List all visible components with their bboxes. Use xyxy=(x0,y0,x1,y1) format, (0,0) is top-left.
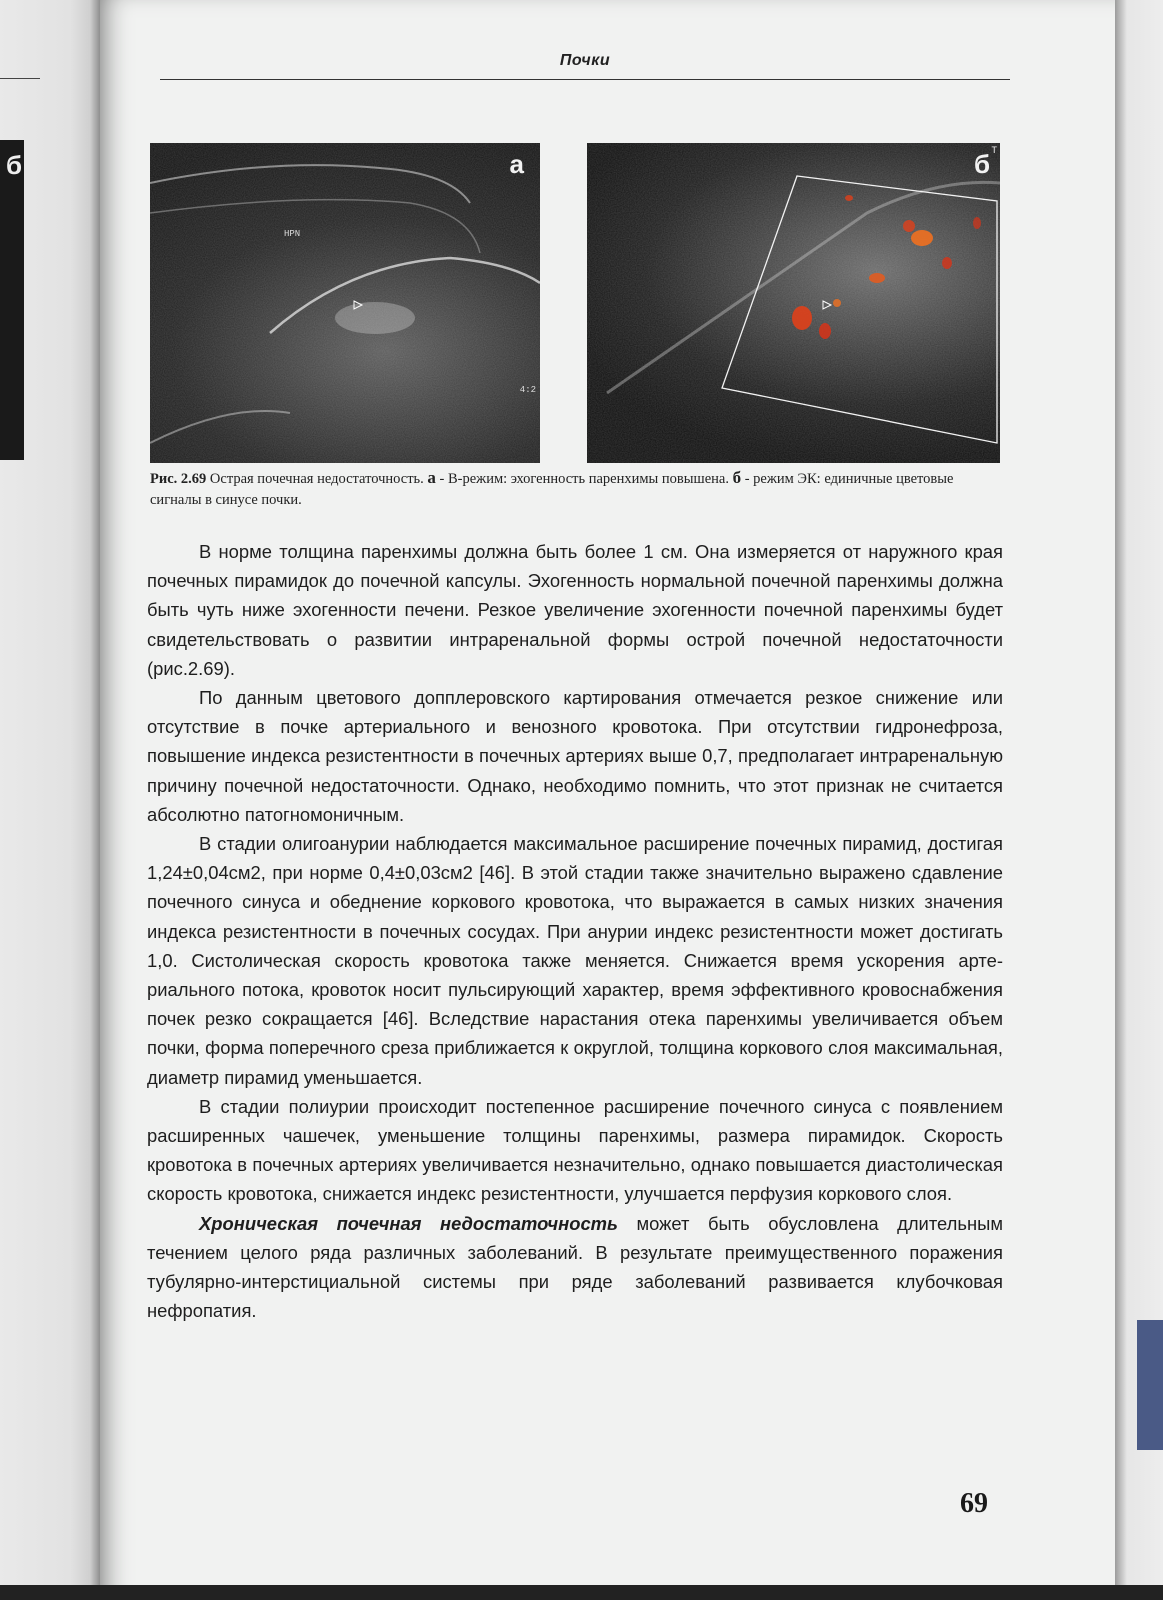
term-chronic-renal-failure: Хроническая почечная недостаточность xyxy=(199,1212,618,1234)
next-page-edge xyxy=(1115,0,1163,1600)
previous-page-rule xyxy=(0,78,40,79)
previous-page-edge xyxy=(0,0,100,1600)
previous-page-figure-letter: б xyxy=(6,150,23,180)
panel-letter-b: б xyxy=(973,149,990,179)
book-page xyxy=(100,0,1115,1600)
doppler-overlay-mark: T xyxy=(991,145,997,155)
ultrasound-overlay-label: HPN xyxy=(284,229,301,239)
body-text xyxy=(147,537,1003,1325)
running-head: Почки xyxy=(559,52,611,69)
paragraph-2: По данным цветового допплеровского картирования отмечается резкое снижение или отсутствие в почке артериального и венозного кровотока. При отсутствии гидронефроза, повышение индекса резистентности в почечных артериях выше 0,7, предполагает интраренальную причину почечной недостаточности. Однако, необходимо помнить, что этот признак не считается абсолютно патогномоничным. xyxy=(147,687,1003,825)
caption-letter-b: б xyxy=(732,468,742,487)
caption-text-a: - В-режим: эхогенность паренхимы повышена. xyxy=(439,471,729,487)
figure-caption xyxy=(150,467,1005,511)
doppler-texture-b xyxy=(587,143,1000,463)
ultrasound-texture-a xyxy=(150,143,540,463)
paragraph-5-text: может быть обусловлена длительным течением целого ряда различных заболеваний. В результате преимущественного поражения тубулярно-интерстициальной системы при ряде заболеваний развивается клубочковая нефропатия. xyxy=(147,1212,1003,1322)
caption-text-b: - режим ЭК: единичные цветовые сигналы в синусе почки. xyxy=(150,471,954,508)
next-page-blue-block xyxy=(1137,1320,1163,1450)
paragraph-3: В стадии олигоанурии наблюдается максимальное расширение почечных пирамид, достигая 1,24±0,04см2, при норме 0,4±0,03см2 [46]. В этой стадии также значительно выражено сдавление почечного синуса и обеднение коркового кровотока, что выражается в самых низких значения индекса резистентности в почечных сосудах. При анурии индекс резистентности может достигать 1,0. Систолическая скорость кровотока также меняется. Снижается время ускорения артериального потока, кровоток носит пульсирующий характер, время эффективного кровоснабжения почек резко сокращается [46]. Вследствие нарастания отека паренхимы увеличивается объем почки, форма поперечного среза приближается к округлой, толщина коркового слоя максимальная, диаметр пирамид уменьшается. xyxy=(147,833,1003,1088)
ultrasound-scale-label: 4:2 xyxy=(519,385,536,395)
paragraph-4: В стадии полиурии происходит постепенное расширение почечного синуса с появлением расширенных чашечек, уменьшение толщины паренхимы, размера пирамидок. Скорость кровотока в почечных артериях увеличивается незначительно, однако повышается диастолическая скорость кровотока, снижается индекс резистентности, улучшается перфузия коркового слоя. xyxy=(147,1095,1003,1205)
doppler-image-b xyxy=(587,143,1000,463)
previous-page-image xyxy=(0,140,24,460)
caption-title: Острая почечная недостаточность. xyxy=(209,471,424,487)
panel-letter-a: а xyxy=(509,149,524,179)
caption-label: Рис. 2.69 xyxy=(150,471,207,487)
paragraph-1: В норме толщина паренхимы должна быть более 1 см. Она измеряется от наружного края почечных пирамидок до почечной капсулы. Эхогенность нормальной почечной паренхимы должна быть чуть ниже эхогенности печени. Резкое увеличение эхогенности почечной паренхимы будет свидетельствовать о развитии интраренальной формы острой почечной недостаточности (рис.2.69). xyxy=(147,541,1003,679)
paragraph-5 xyxy=(147,1209,1003,1326)
ultrasound-image-a xyxy=(150,143,540,463)
page-number: 69 xyxy=(960,1488,988,1519)
caption-letter-a: а xyxy=(427,468,436,487)
header-rule xyxy=(160,79,1010,80)
scan-bottom-edge xyxy=(0,1585,1163,1600)
